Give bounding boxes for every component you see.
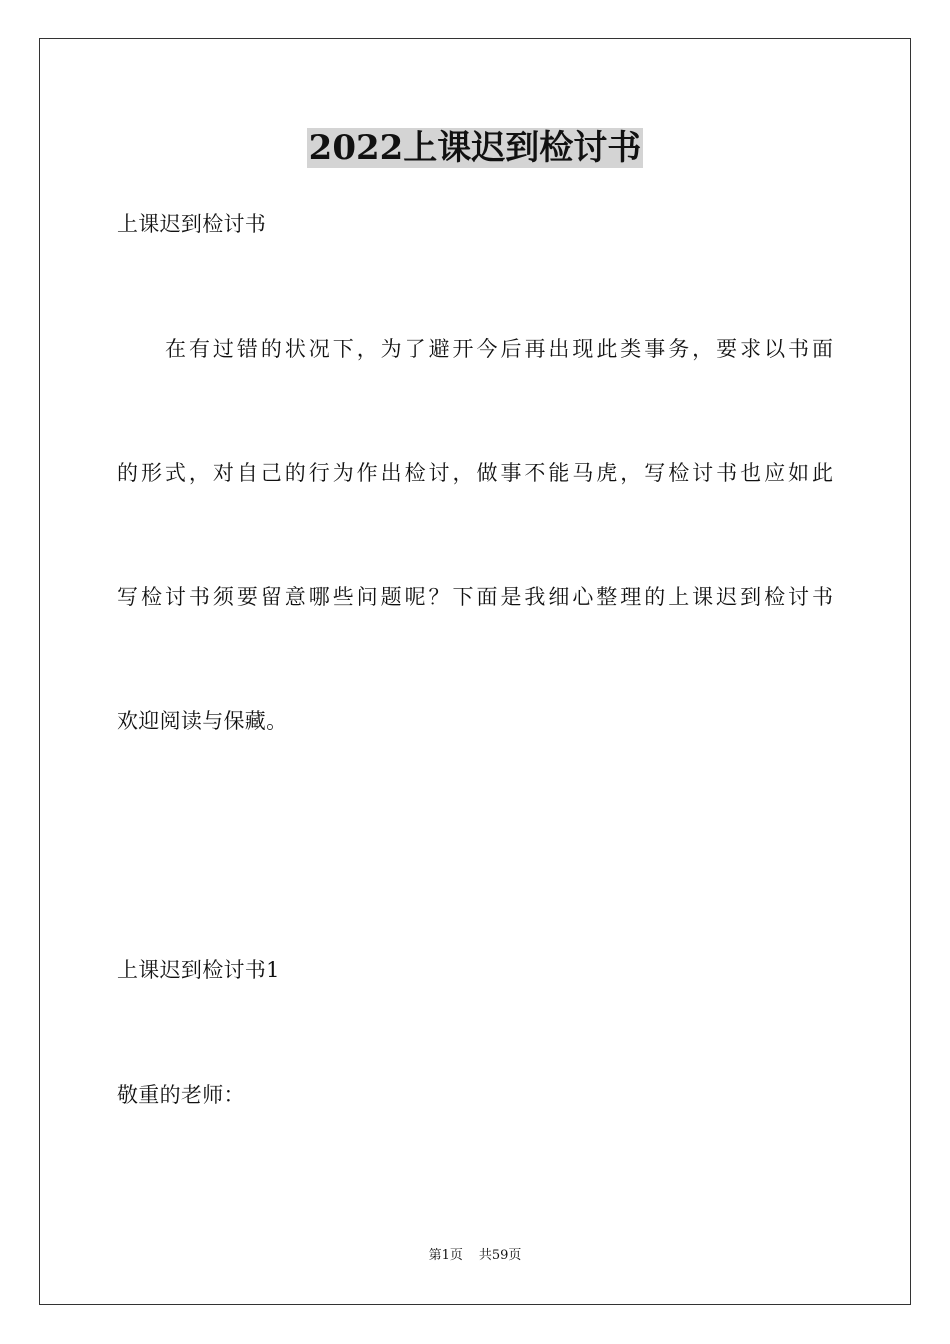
page-number: 第1页 (428, 1248, 463, 1263)
intro-line-1: 在有过错的状况下，为了避开今后再出现此类事务，要求以书面 (165, 337, 833, 361)
document-title (0, 124, 950, 172)
section-heading: 上课迟到检讨书1 (117, 958, 280, 982)
page-footer (0, 1247, 950, 1265)
salutation: 敬重的老师： (117, 1083, 245, 1107)
intro-line-4: 欢迎阅读与保藏。 (117, 709, 288, 733)
intro-line-2: 的形式，对自己的行为作出检讨，做事不能马虎，写检讨书也应如此 (117, 461, 833, 485)
document-subtitle: 上课迟到检讨书 (117, 212, 267, 236)
document-title-text: 2022上课迟到检讨书 (308, 128, 642, 168)
page-total: 共59页 (478, 1248, 522, 1263)
intro-line-3: 写检讨书须要留意哪些问题呢？下面是我细心整理的上课迟到检讨书 (117, 585, 833, 609)
